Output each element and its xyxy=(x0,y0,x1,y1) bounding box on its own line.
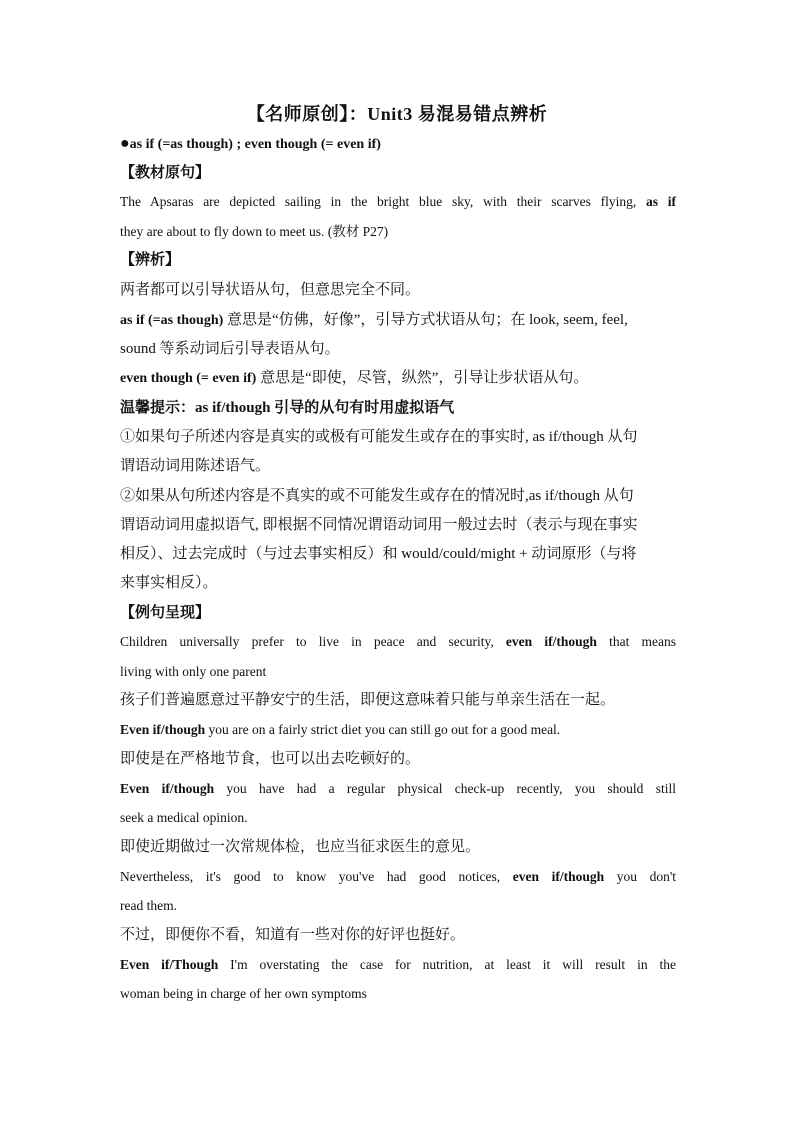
example-4-line-2: read them. xyxy=(120,898,177,913)
tip-p2-line-2: 谓语动词用虚拟语气, 即根据不同情况谓语动词用一般过去时（表示与现在事实 xyxy=(120,517,638,533)
example-4-line-1: Nevertheless, it's good to know you've had good notices, even if/though you don't xyxy=(120,869,676,884)
example-1-translation: 孩子们普遍愿意过平静安宁的生活，即便这意味着只能与单亲生活在一起。 xyxy=(120,692,616,708)
tip-p1-line-1: ①如果句子所述内容是真实的或极有可能发生或存在的事实时, as if/though 从句 xyxy=(120,429,638,445)
tip-p2-line-4: 来事实相反）。 xyxy=(120,575,218,591)
example-3-line-1: Even if/though you have had a regular physical check-up recently, you should still xyxy=(120,781,676,796)
textbook-sentence-line-1: The Apsaras are depicted sailing in the bright blue sky, with their scarves flying, as if xyxy=(120,194,676,209)
analysis-intro: 两者都可以引导状语从句，但意思完全不同。 xyxy=(120,282,421,298)
tip-title: 温馨提示：as if/though 引导的从句有时用虚拟语气 xyxy=(120,400,455,416)
heading-line xyxy=(120,134,676,155)
tip-p2-line-3: 相反）、过去完成时（与过去事实相反）和 would/could/might + 动词原形（与将 xyxy=(120,546,637,562)
example-1-line-2: living with only one parent xyxy=(120,664,267,679)
heading-text: as if (=as though) ; even though (= even if) xyxy=(129,137,381,152)
page-title: 【名师原创】：Unit3 易混易错点辨析 xyxy=(246,104,548,124)
example-2-translation: 即使是在严格地节食，也可以出去吃顿好的。 xyxy=(120,751,421,767)
example-4-translation: 不过，即便你不看，知道有一些对你的好评也挺好。 xyxy=(120,927,466,943)
tip-p2-line-1: ②如果从句所述内容是不真实的或不可能发生或存在的情况时,as if/though 从句 xyxy=(120,488,634,504)
analysis-asif-line-2: sound 等系动词后引导表语从句。 xyxy=(120,341,340,357)
example-5-line-2: woman being in charge of her own symptoms xyxy=(120,986,367,1001)
section-analysis-heading: 【辨析】 xyxy=(120,252,181,268)
example-2-line-1: Even if/though you are on a fairly strict diet you can still go out for a good meal. xyxy=(120,722,561,737)
example-3-line-2: seek a medical opinion. xyxy=(120,810,248,825)
analysis-asif-line-1: as if (=as though) 意思是“仿佛，好像”，引导方式状语从句；在 look, seem, feel, xyxy=(120,312,628,328)
section-textbook-heading: 【教材原句】 xyxy=(120,165,211,181)
bullet-icon: ● xyxy=(120,135,130,152)
analysis-eventhough: even though (= even if) 意思是“即使，尽管，纵然”，引导让步状语从句。 xyxy=(120,370,589,386)
section-examples-heading: 【例句呈现】 xyxy=(120,605,211,621)
example-1-line-1: Children universally prefer to live in peace and security, even if/though that means xyxy=(120,634,677,649)
textbook-sentence-line-2: they are about to fly down to meet us. (教材 P27) xyxy=(120,224,389,239)
tip-p1-line-2: 谓语动词用陈述语气。 xyxy=(120,458,271,474)
example-3-translation: 即使近期做过一次常规体检，也应当征求医生的意见。 xyxy=(120,839,481,855)
example-5-line-1: Even if/Though I'm overstating the case for nutrition, at least it will result in the xyxy=(120,957,676,972)
